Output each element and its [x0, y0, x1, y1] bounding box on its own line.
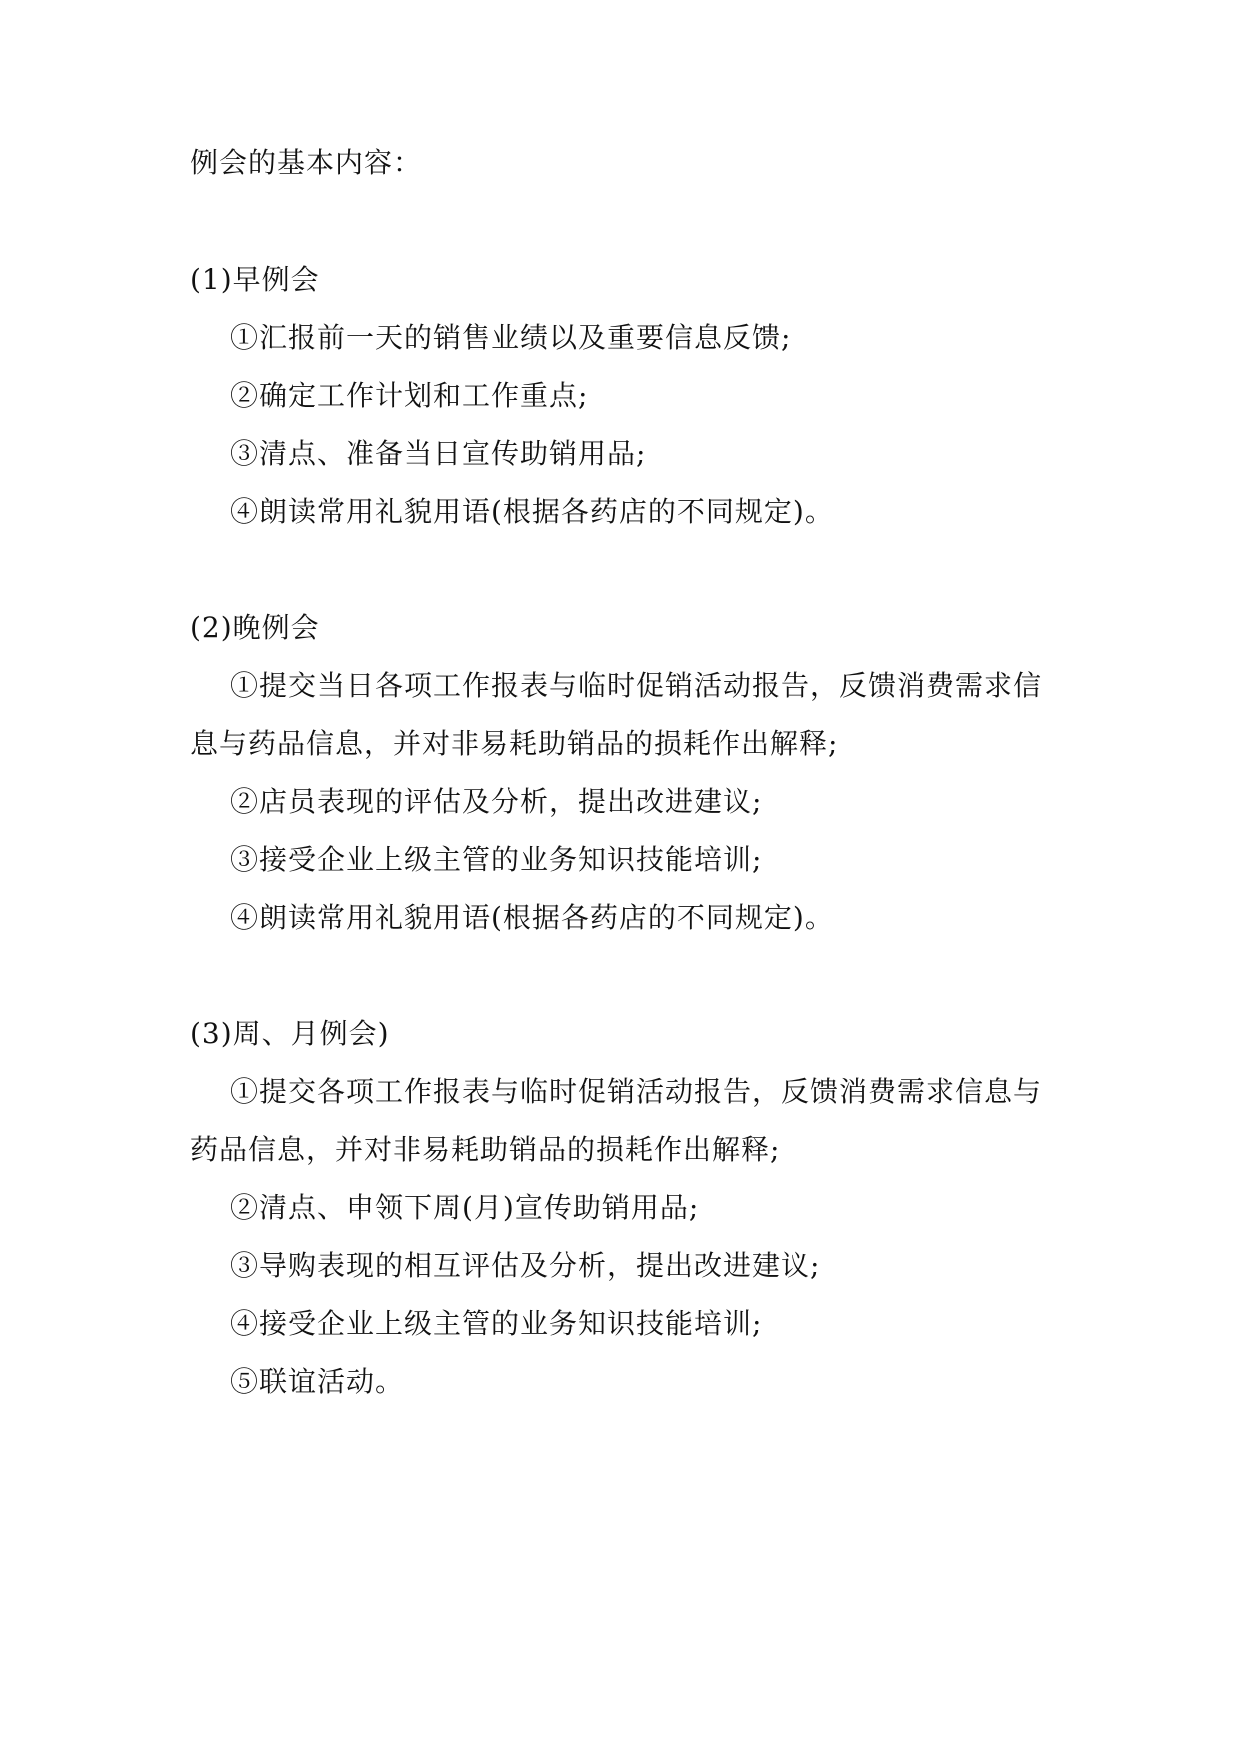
list-item: ②店员表现的评估及分析，提出改进建议;	[230, 785, 763, 818]
section-heading-morning: (1)早例会	[190, 263, 320, 296]
list-item: ④朗读常用礼貌用语(根据各药店的不同规定)。	[230, 495, 834, 528]
list-item: ①提交当日各项工作报表与临时促销活动报告，反馈消费需求信	[230, 669, 1043, 702]
list-item: ⑤联谊活动。	[230, 1365, 405, 1398]
list-item: ②确定工作计划和工作重点;	[230, 379, 589, 412]
list-item-continuation: 药品信息，并对非易耗助销品的损耗作出解释;	[190, 1133, 781, 1166]
list-item: ④朗读常用礼貌用语(根据各药店的不同规定)。	[230, 901, 834, 934]
list-item: ④接受企业上级主管的业务知识技能培训;	[230, 1307, 763, 1340]
list-item: ①汇报前一天的销售业绩以及重要信息反馈;	[230, 321, 792, 354]
section-heading-evening: (2)晚例会	[190, 611, 320, 644]
list-item: ③清点、准备当日宣传助销用品;	[230, 437, 647, 470]
intro-heading: 例会的基本内容：	[190, 146, 423, 179]
list-item: ②清点、申领下周(月)宣传助销用品;	[230, 1191, 700, 1224]
list-item-continuation: 息与药品信息，并对非易耗助销品的损耗作出解释;	[190, 727, 839, 760]
list-item: ③接受企业上级主管的业务知识技能培训;	[230, 843, 763, 876]
section-heading-weekly-monthly: (3)周、月例会)	[190, 1017, 390, 1050]
list-item: ①提交各项工作报表与临时促销活动报告，反馈消费需求信息与	[230, 1075, 1043, 1108]
list-item: ③导购表现的相互评估及分析，提出改进建议;	[230, 1249, 821, 1282]
